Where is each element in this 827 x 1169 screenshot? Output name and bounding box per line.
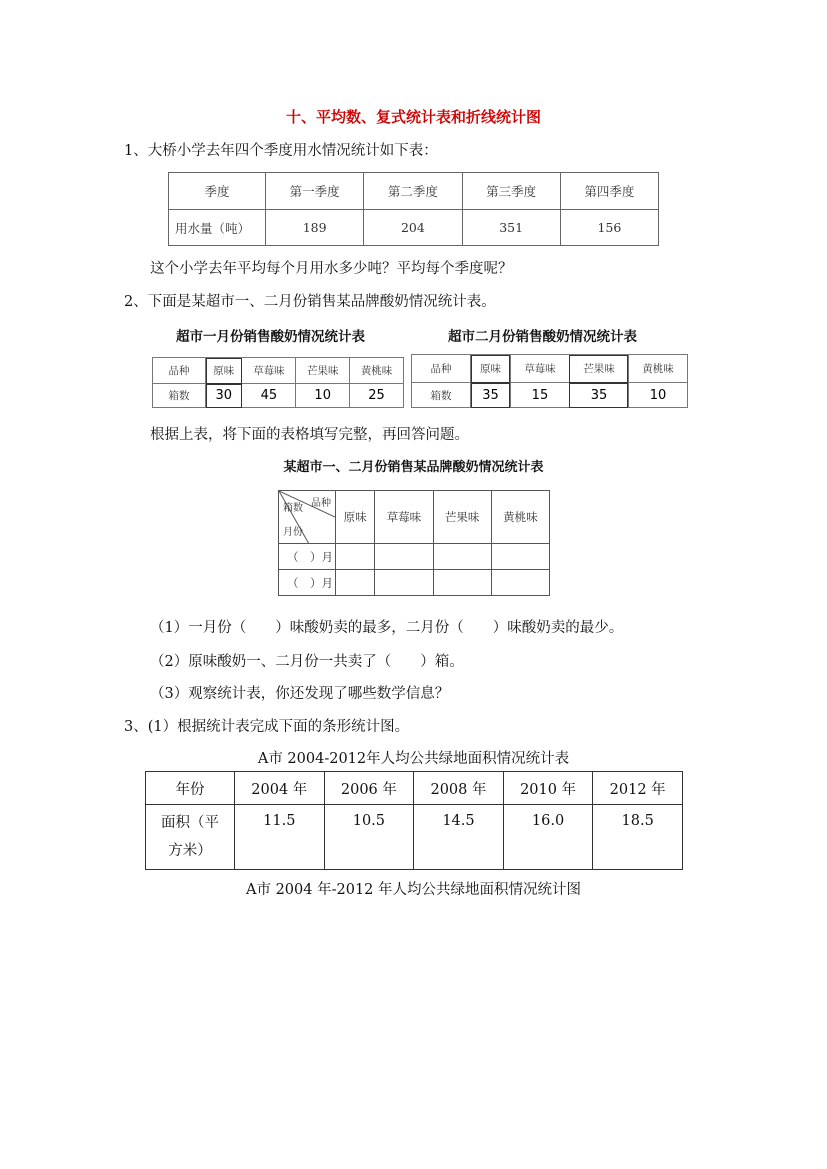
corner-cell [279, 491, 336, 544]
blank-cell[interactable] [375, 570, 433, 596]
blank-cell[interactable] [491, 570, 549, 596]
table-cell: 10.5 [324, 805, 414, 870]
table-cell: 25 [350, 384, 404, 408]
table-cell: 11.5 [235, 805, 325, 870]
table-cell: 15 [510, 383, 569, 408]
table-header: 芒果味 [433, 491, 491, 544]
table-header: 草莓味 [242, 358, 296, 384]
table-cell: 30 [206, 384, 242, 408]
q2-instruction: 根据上表，将下面的表格填写完整，再回答问题。 [150, 427, 469, 443]
table-header: 年份 [146, 772, 235, 805]
table-header: 季度 [169, 173, 266, 210]
table-cell: 10 [296, 384, 350, 408]
q3-text: 3、(1）根据统计表完成下面的条形统计图。 [124, 719, 410, 735]
table-cell: 10 [628, 383, 687, 408]
table-header: 第四季度 [560, 173, 658, 210]
page-title: 十、平均数、复式统计表和折线统计图 [285, 108, 541, 126]
row-label-line1: 面积（平 [161, 815, 219, 831]
row-label: 品种 [153, 358, 206, 384]
blank-cell[interactable] [433, 544, 491, 570]
q2-text: 2、下面是某超市一、二月份销售某品牌酸奶情况统计表。 [124, 294, 496, 310]
table-header: 第一季度 [266, 173, 364, 210]
q3-table-title: A市 2004-2012年人均公共绿地面积情况统计表 [257, 751, 570, 767]
table-cell: 18.5 [593, 805, 683, 870]
jan-table-title: 超市一月份销售酸奶情况统计表 [176, 329, 365, 345]
q1-text: 1、大桥小学去年四个季度用水情况统计如下表： [124, 143, 438, 159]
table-header: 黄桃味 [350, 358, 404, 384]
q2-sub3: （3）观察统计表，你还发现了哪些数学信息？ [150, 686, 450, 702]
table-header: 2004 年 [235, 772, 325, 805]
table-header: 草莓味 [375, 491, 433, 544]
table-cell: 351 [462, 210, 560, 246]
table-header: 原味 [336, 491, 375, 544]
table-header: 黄桃味 [628, 355, 687, 383]
blank-cell[interactable] [433, 570, 491, 596]
corner-label-top: 品种 [311, 498, 331, 509]
table-cell: 45 [242, 384, 296, 408]
water-usage-table [168, 172, 659, 246]
row-label: 箱数 [412, 383, 471, 408]
table-cell: 35 [569, 383, 628, 408]
table-header: 原味 [206, 358, 242, 384]
corner-label-bottom: 月份 [283, 527, 303, 538]
q3-chart-title: A市 2004 年-2012 年人均公共绿地面积情况统计图 [246, 882, 581, 898]
table-header: 芒果味 [296, 358, 350, 384]
table-header: 第三季度 [462, 173, 560, 210]
month-cell: （ ）月 [279, 544, 336, 570]
table-cell: 156 [560, 210, 658, 246]
row-label: 箱数 [153, 384, 206, 408]
feb-table-title: 超市二月份销售酸奶情况统计表 [448, 329, 637, 345]
table-header: 2008 年 [414, 772, 504, 805]
blank-cell[interactable] [336, 544, 375, 570]
combined-sales-table [278, 490, 550, 596]
table-header: 草莓味 [510, 355, 569, 383]
row-label: 品种 [412, 355, 471, 383]
jan-sales-table [152, 357, 404, 408]
month-cell: （ ）月 [279, 570, 336, 596]
table-header: 芒果味 [569, 355, 628, 383]
row-label-line2: 方米） [168, 843, 212, 859]
row-label: 用水量（吨） [169, 210, 266, 246]
q2-sub2: （2）原味酸奶一、二月份一共卖了（ ）箱。 [150, 654, 464, 670]
blank-cell[interactable] [375, 544, 433, 570]
corner-label-mid: 箱数 [283, 503, 303, 514]
table-header: 黄桃味 [491, 491, 549, 544]
table-header: 原味 [471, 355, 511, 383]
blank-cell[interactable] [491, 544, 549, 570]
table-cell: 14.5 [414, 805, 504, 870]
green-area-table [145, 771, 683, 870]
table-header: 第二季度 [364, 173, 462, 210]
table-header: 2010 年 [503, 772, 593, 805]
table-cell: 16.0 [503, 805, 593, 870]
q1-question: 这个小学去年平均每个月用水多少吨？平均每个季度呢？ [150, 261, 513, 277]
table-cell: 204 [364, 210, 462, 246]
q2-sub1: （1）一月份（ ）味酸奶卖的最多，二月份（ ）味酸奶卖的最少。 [150, 620, 624, 636]
table-header: 2006 年 [324, 772, 414, 805]
table-cell: 189 [266, 210, 364, 246]
table-header: 2012 年 [593, 772, 683, 805]
table-cell: 35 [471, 383, 511, 408]
row-label [146, 805, 235, 870]
combined-table-title: 某超市一、二月份销售某品牌酸奶情况统计表 [283, 460, 544, 475]
feb-sales-table [411, 354, 688, 408]
blank-cell[interactable] [336, 570, 375, 596]
